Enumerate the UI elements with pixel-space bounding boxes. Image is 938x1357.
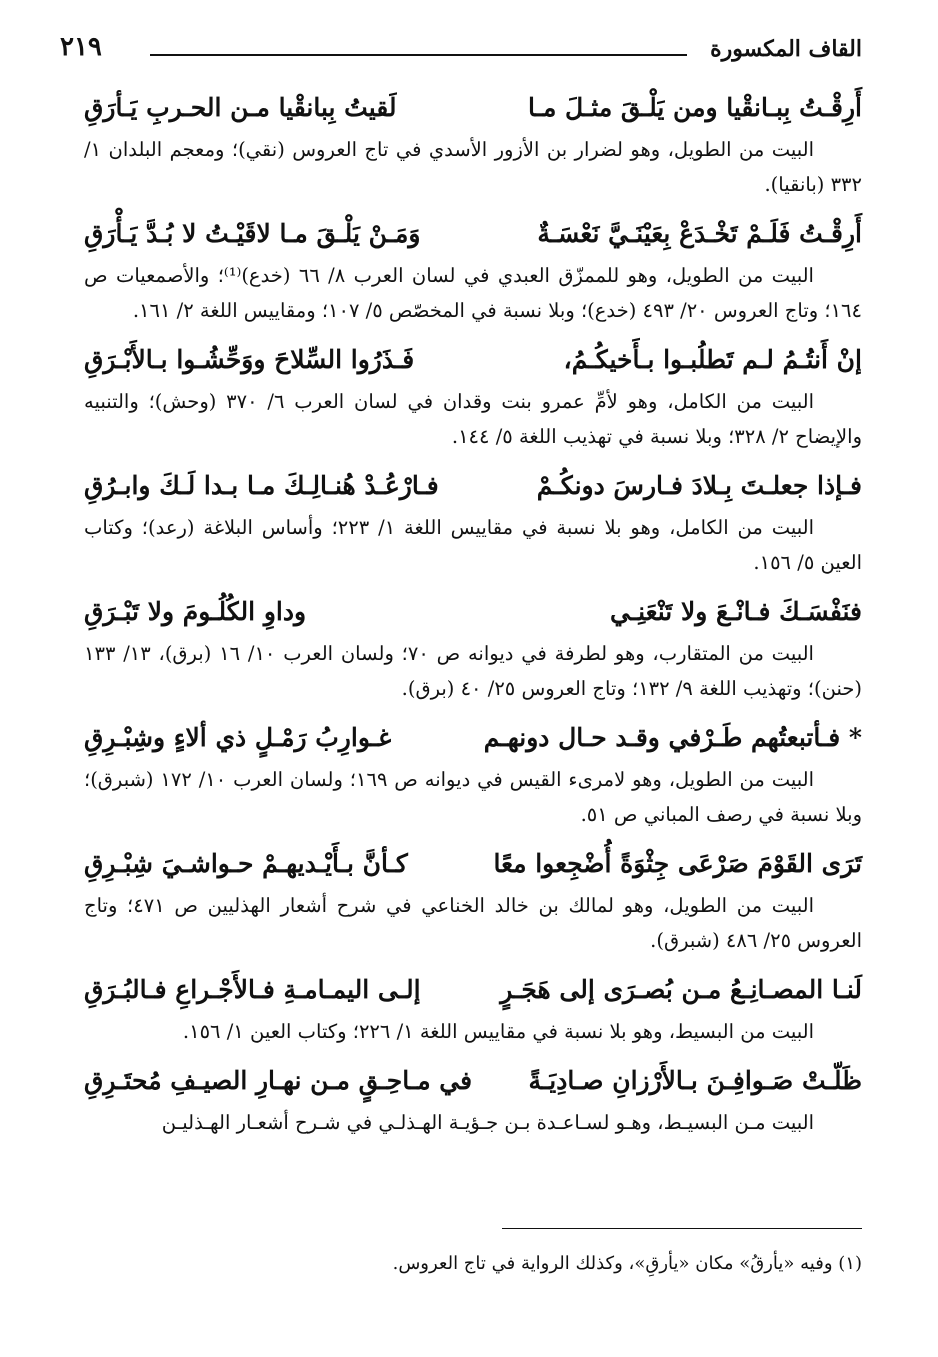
- footnote-rule: [502, 1228, 862, 1229]
- verse-line: [84, 586, 862, 636]
- header-rule: [150, 54, 687, 56]
- verse-second-hemistich: غـوارِبُ رَمْـلٍ ذي ألاءٍ وشِبْـرِقِ: [84, 722, 392, 752]
- verse-first-hemistich: * فـأتبعتُهم طَـرْفي وقـد حـال دونهـم: [483, 722, 862, 752]
- verse-entry: [84, 712, 862, 832]
- verse-first-hemistich: فنَفْسَـكَ فـانْـعَ ولا تَنْعَنِـي: [609, 596, 862, 626]
- verse-line: [84, 964, 862, 1014]
- verse-first-hemistich: فـإذا جعلـتَ بِـلادَ فـارسَ دونكُـمْ: [536, 470, 862, 500]
- verse-entry: [84, 208, 862, 328]
- verse-line: [84, 1055, 862, 1105]
- verse-entry: [84, 460, 862, 580]
- verse-entry: [84, 586, 862, 706]
- verse-second-hemistich: في مـاحِـقٍ مـن نهـارِ الصيـفِ مُحتَـرِقِ: [84, 1065, 473, 1095]
- verse-first-hemistich: أَرِقْـتُ بِبـانقْيا ومن يَلْـقَ مثـلَ مـا: [528, 92, 862, 122]
- verse-commentary: البيت من المتقارب، وهو لطرفة في ديوانه ص ٧٠؛ ولسان العرب ١٠/ ١٦ (برق)، ١٣/ ١٣٣ (حنن)؛ وتهذيب اللغة ٩/ ١٣٢؛ وتاج العروس ٢٥/ ٤٠ (برق).: [84, 642, 862, 700]
- verse-second-hemistich: كـأنَّ بـأَيْـديهـمْ حـواشـيَ شِبْـرِقِ: [84, 848, 408, 878]
- verse-first-hemistich: إنْ أَنتُـمُ لـم تَطلُبـوا بـأَخيكُـمُ،: [563, 344, 862, 374]
- verse-second-hemistich: وداوِ الكُلُـومَ ولا تَبْـرَقِ: [84, 596, 307, 626]
- verse-commentary: البيت من الطويل، وهو لضرار بن الأزور الأسدي في تاج العروس (نقي)؛ ومعجم البلدان ١/ ٣٣٢ (بانقيا).: [84, 138, 862, 196]
- verse-commentary: البيت من الكامل، وهو بلا نسبة في مقاييس اللغة ١/ ٢٢٣؛ وأساس البلاغة (رعد)؛ وكتاب العين ٥/ ١٥٦.: [84, 516, 862, 574]
- verse-line: [84, 208, 862, 258]
- verse-line: [84, 334, 862, 384]
- page-number: ٢١٩: [60, 32, 102, 62]
- verse-commentary: البيت مـن البسيـط، وهـو لسـاعـدة بـن جـؤيـة الهـذلـي في شـرح أشعـار الهـذليـن: [161, 1111, 814, 1134]
- verse-entries: [84, 82, 862, 1146]
- verse-commentary: البيت من الطويل، وهو لامرىء القيس في ديوانه ص ١٦٩؛ ولسان العرب ١٠/ ١٧٢ (شبرق)؛ وبلا نسبة في رصف المباني ص ٥١.: [84, 768, 862, 826]
- verse-first-hemistich: ظَلّـتْ صَـوافِـنَ بـالأَرْزانِ صـادِيَـةً: [528, 1065, 862, 1095]
- verse-second-hemistich: وَمَـنْ يَلْـقَ مـا لاقَيْـتُ لا بُـدَّ يَـأْرَقِ: [84, 218, 421, 248]
- verse-entry: [84, 964, 862, 1049]
- verse-line: [84, 82, 862, 132]
- verse-second-hemistich: لَقيتُ بِبانقْيا مـن الحـربِ يَـأرَقِ: [84, 92, 397, 122]
- verse-second-hemistich: إلـى اليمـامـةِ فـالأَجْـراعِ فـالبُـرَقِ: [84, 974, 421, 1004]
- verse-second-hemistich: فـارْعُـدْ هُنـالِـكَ مـا بـدا لَـكَ وابـرُقِ: [84, 470, 439, 500]
- verse-first-hemistich: أَرِقْـتُ فَلَـمْ تَخْـدَعْ بِعَيْنَـيَّ نَعْسَـةٌ: [537, 218, 862, 248]
- verse-commentary: البيت من الطويل، وهو للممزّق العبدي في لسان العرب ٨/ ٦٦ (خدع)⁽¹⁾؛ والأصمعيات ص ١٦٤؛ وتاج العروس ٢٠/ ٤٩٣ (خدع)؛ وبلا نسبة في المخصّص ٥/ ١٠٧؛ ومقاييس اللغة ٢/ ١٦١.: [84, 264, 862, 322]
- verse-first-hemistich: لَنـا المصـانِـعُ مـن بُصـرَى إلى هَجَـرٍ: [500, 974, 862, 1004]
- verse-entry: [84, 334, 862, 454]
- verse-line: [84, 838, 862, 888]
- verse-line: [84, 712, 862, 762]
- footnote: (١) وفيه «يأرقُ» مكان «يأرقِ»، وكذلك الرواية في تاج العروس.: [392, 1253, 862, 1274]
- verse-entry: [84, 82, 862, 202]
- section-title: القاف المكسورة: [710, 36, 862, 62]
- verse-line: [84, 460, 862, 510]
- verse-commentary: البيت من الكامل، وهو لأمِّ عمرو بنت وقدان في لسان العرب ٦/ ٣٧٠ (وحش)؛ والتنبيه والإيضاح ٢/ ٣٢٨؛ وبلا نسبة في تهذيب اللغة ٥/ ١٤٤.: [84, 390, 862, 448]
- verse-second-hemistich: فَـذَرُوا السِّلاحَ ووَحِّشُـوا بـالأَبْـرَقِ: [84, 344, 415, 374]
- verse-entry: [84, 1055, 862, 1140]
- verse-commentary: البيت من الطويل، وهو لمالك بن خالد الخناعي في شرح أشعار الهذليين ص ٤٧١؛ وتاج العروس ٢٥/ ٤٨٦ (شبرق).: [84, 894, 862, 952]
- verse-commentary: البيت من البسيط، وهو بلا نسبة في مقاييس اللغة ١/ ٢٢٦؛ وكتاب العين ١/ ١٥٦.: [182, 1020, 814, 1043]
- verse-entry: [84, 838, 862, 958]
- verse-first-hemistich: تَرَى القَوْمَ صَرْعَى جِثْوَةً أُضْجِعوا معًا: [493, 848, 862, 878]
- page-header: [60, 32, 862, 72]
